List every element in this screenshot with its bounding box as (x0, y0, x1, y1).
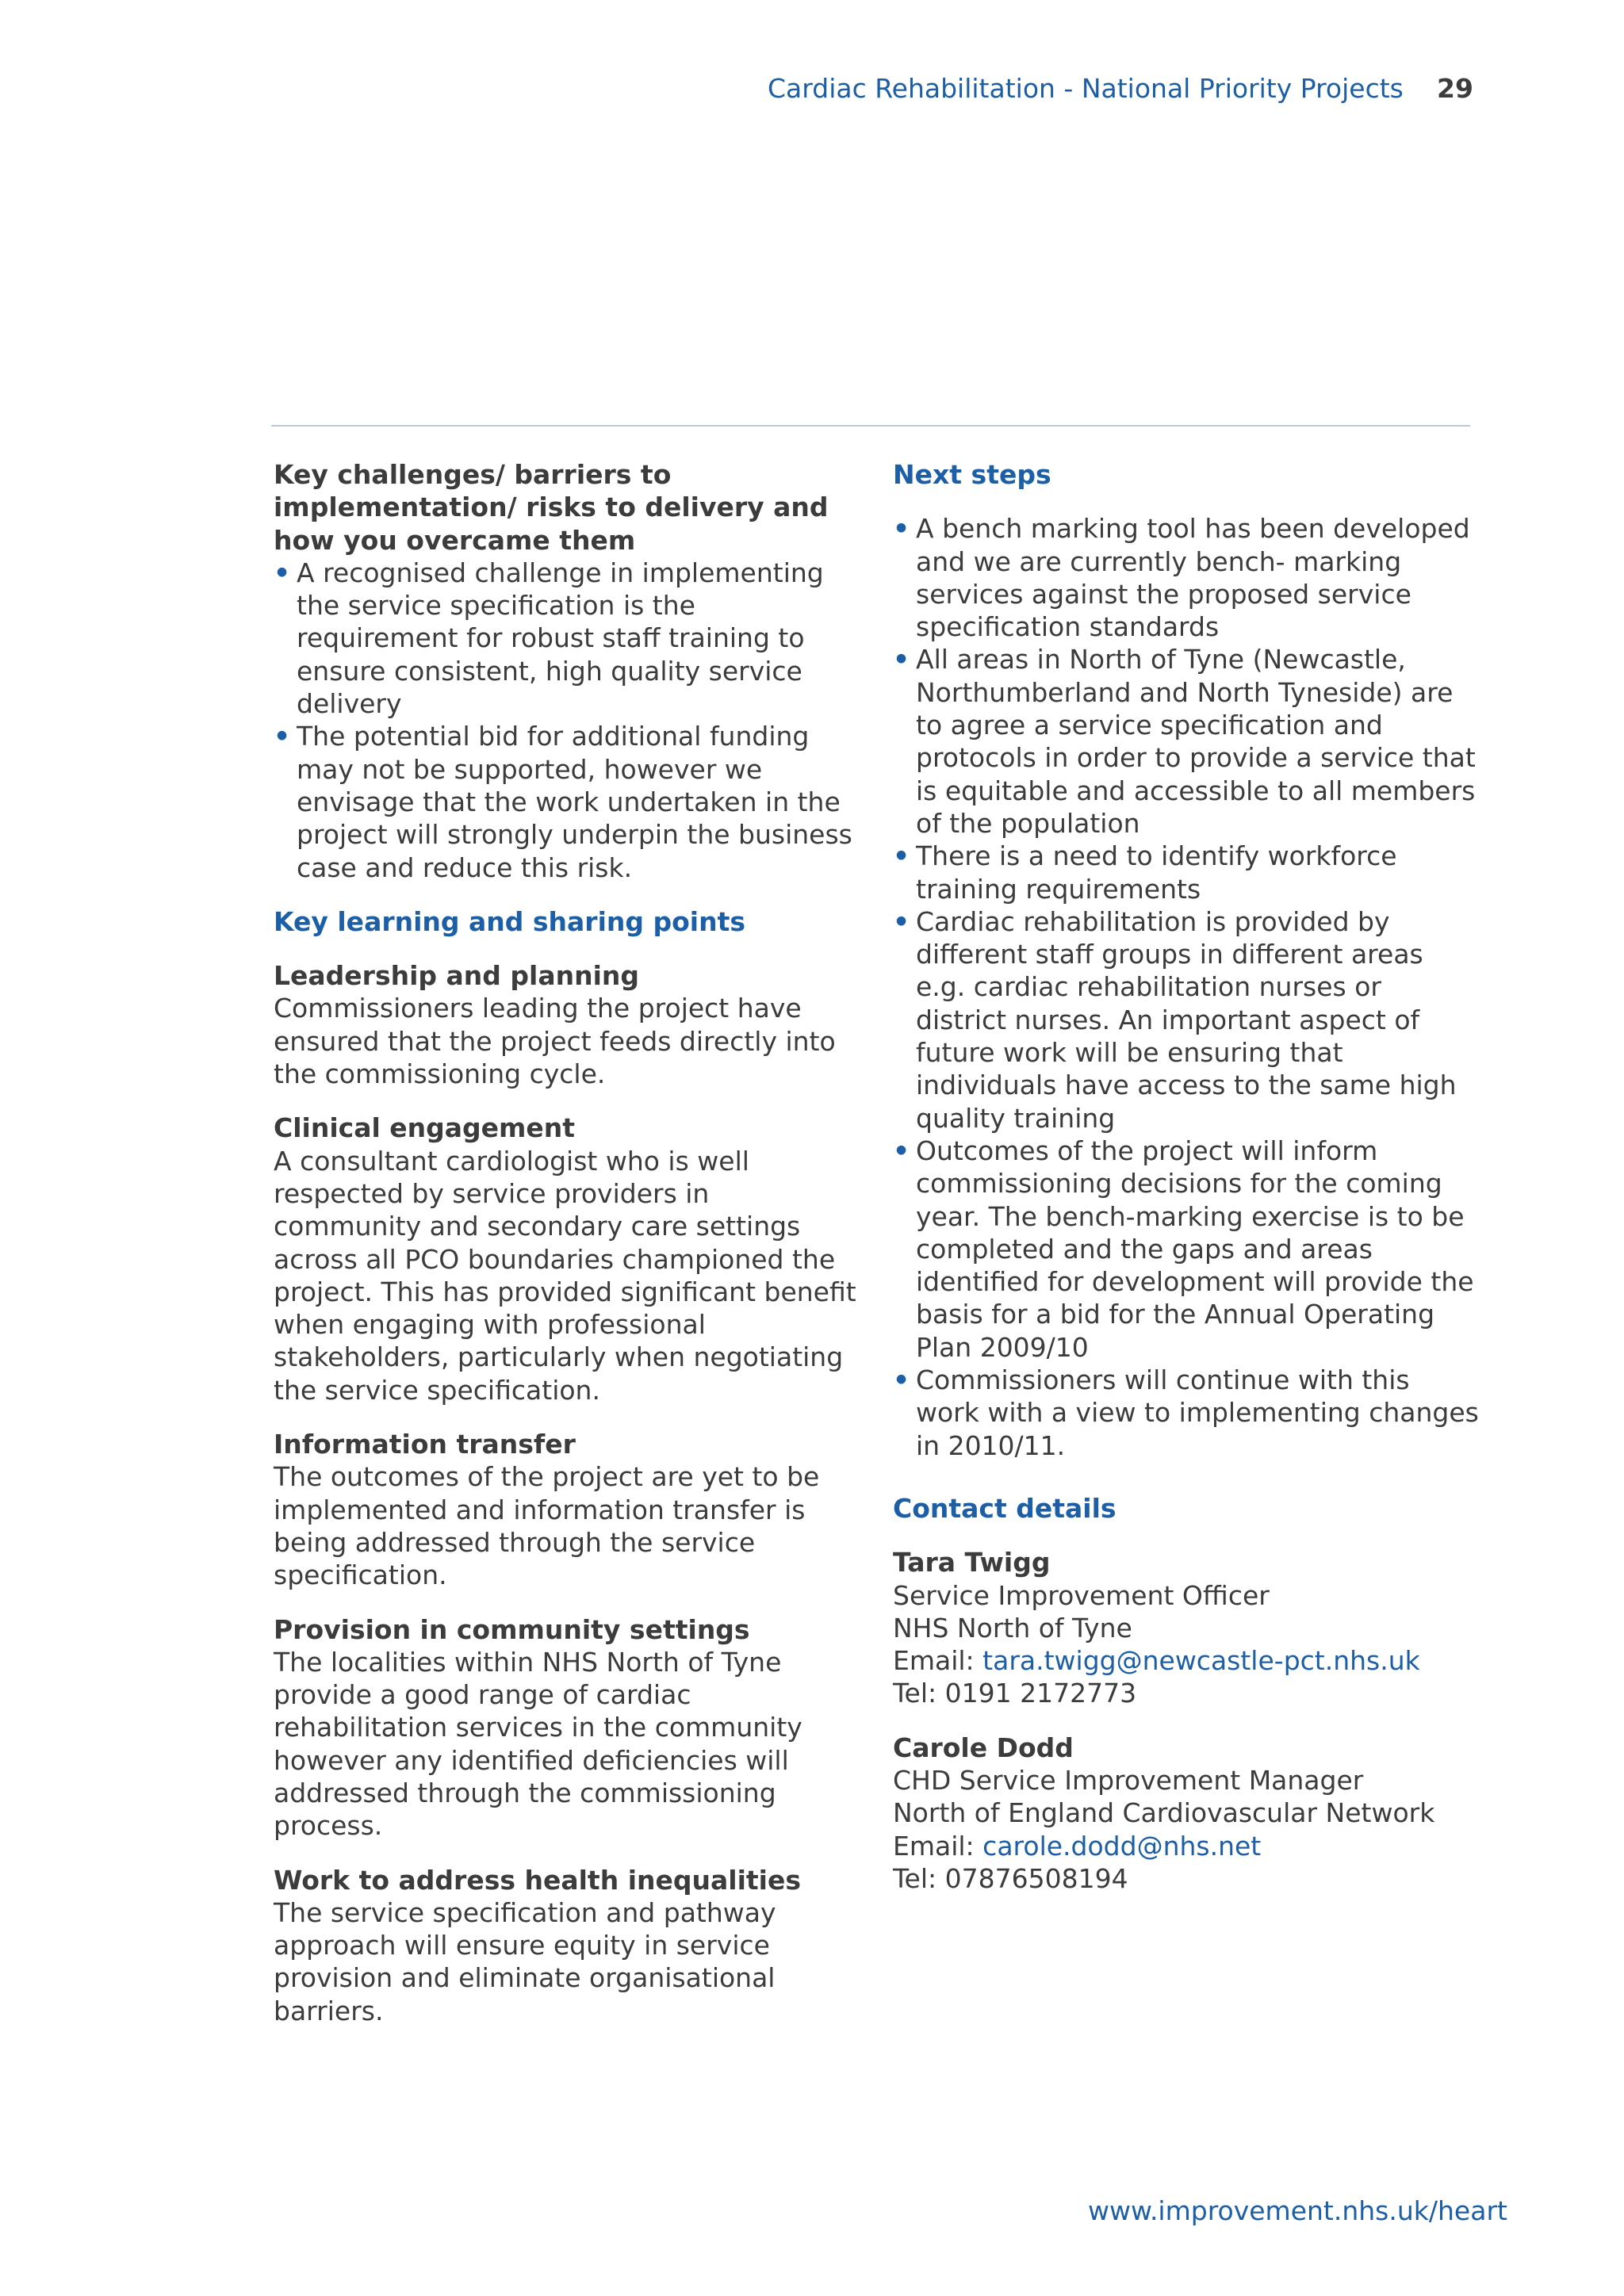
contact-card (893, 1546, 1480, 1709)
email-link[interactable]: carole.dodd@nhs.net (982, 1830, 1262, 1862)
bullet-icon: • (274, 557, 291, 588)
contact-card (893, 1732, 1480, 1895)
left-column (274, 458, 860, 2027)
learning-section-text: Commissioners leading the project have ensured that the project feeds directly into the commissioning cycle. (274, 993, 836, 1090)
learning-section (274, 959, 860, 1090)
learning-section (274, 1613, 860, 1843)
bullet-icon: • (893, 840, 910, 872)
contact-heading: Contact details (893, 1492, 1116, 1524)
bullet-icon: • (893, 513, 910, 545)
running-header-title: Cardiac Rehabilitation - National Priority Projects (768, 73, 1404, 104)
learning-section-text: A consultant cardiologist who is well respected by service providers in community and secondary care settings across all PCO boundaries championed the project. This has provided significant benefit when engaging with professional stakeholders, particularly when negotiating the service specification. (274, 1145, 856, 1406)
list-item: • The potential bid for additional funding may not be supported, however we envisage that the work undertaken in the project will strongly underpin the business case and reduce this risk. (274, 721, 852, 883)
learning-section-title: Information transfer (274, 1429, 576, 1460)
learning-section-title: Work to address health inequalities (274, 1864, 801, 1896)
contact-name: Tara Twigg (893, 1547, 1051, 1578)
contact-role: CHD Service Improvement Manager (893, 1764, 1364, 1796)
contact-org: North of England Cardiovascular Network (893, 1797, 1435, 1829)
contact-email-line (893, 1644, 1480, 1677)
contact-tel: Tel: 07876508194 (893, 1862, 1128, 1894)
learning-section-title: Leadership and planning (274, 960, 640, 992)
learning-section-text: The localities within NHS North of Tyne provide a good range of cardiac rehabilitation services in the community however any identified deficiencies will addressed through the commissioning process. (274, 1646, 802, 1842)
list-item: • A bench marking tool has been developed and we are currently bench- marking services against the proposed service specification standards (893, 513, 1470, 643)
contact-role: Service Improvement Officer (893, 1579, 1270, 1611)
challenges-list (274, 557, 860, 884)
list-item: • There is a need to identify workforce training requirements (893, 840, 1397, 905)
contact-email-line (893, 1830, 1480, 1862)
next-steps-heading: Next steps (893, 459, 1051, 490)
page-number: 29 (1437, 73, 1473, 104)
bullet-icon: • (274, 721, 291, 752)
footer-url-link[interactable]: www.improvement.nhs.uk/heart (1088, 2195, 1507, 2226)
list-item: • Cardiac rehabilitation is provided by different staff groups in different areas e.g. cardiac rehabilitation nurses or district nurses. An important aspect of future work will be ensuring that individuals have access to the same high quality training (893, 905, 1457, 1134)
learning-section-title: Clinical engagement (274, 1112, 576, 1144)
challenges-heading: Key challenges/ barriers to implementation/ risks to delivery and how you overcame them (274, 459, 829, 556)
section-divider (271, 425, 1470, 427)
bullet-icon: • (893, 1364, 910, 1396)
email-label: Email: (893, 1830, 983, 1862)
contact-name: Carole Dodd (893, 1732, 1074, 1763)
list-item: • A recognised challenge in implementing the service specification is the requirement for robust staff training to ensure consistent, high quality service delivery (274, 557, 824, 720)
right-column (893, 458, 1480, 1895)
learning-section-title: Provision in community settings (274, 1613, 750, 1645)
list-item: • All areas in North of Tyne (Newcastle, Northumberland and North Tyneside) are to agree a service specification and protocols in order to provide a service that is equitable and accessible to all members of the population (893, 644, 1476, 839)
learning-section (274, 1864, 860, 2027)
bullet-icon: • (893, 644, 910, 675)
learning-section-text: The service specification and pathway approach will ensure equity in service provision and eliminate organisational barriers. (274, 1896, 776, 2026)
bullet-icon: • (893, 905, 910, 937)
email-link[interactable]: tara.twigg@newcastle-pct.nhs.uk (982, 1645, 1420, 1677)
list-item: • Commissioners will continue with this work with a view to implementing changes in 2010/11. (893, 1364, 1479, 1461)
learning-section (274, 1428, 860, 1591)
learning-section (274, 1112, 860, 1406)
bullet-icon: • (893, 1135, 910, 1166)
list-item: • Outcomes of the project will inform commissioning decisions for the coming year. The bench-marking exercise is to be completed and the gaps and areas identified for development will provide the basis for a bid for the Annual Operating Plan 2009/10 (893, 1135, 1474, 1363)
contact-tel: Tel: 0191 2172773 (893, 1678, 1137, 1709)
learning-section-text: The outcomes of the project are yet to be implemented and information transfer is being addressed through the service specification. (274, 1461, 820, 1591)
learning-heading: Key learning and sharing points (274, 905, 745, 937)
next-steps-list (893, 512, 1480, 1462)
email-label: Email: (893, 1645, 983, 1677)
contact-org: NHS North of Tyne (893, 1612, 1132, 1644)
